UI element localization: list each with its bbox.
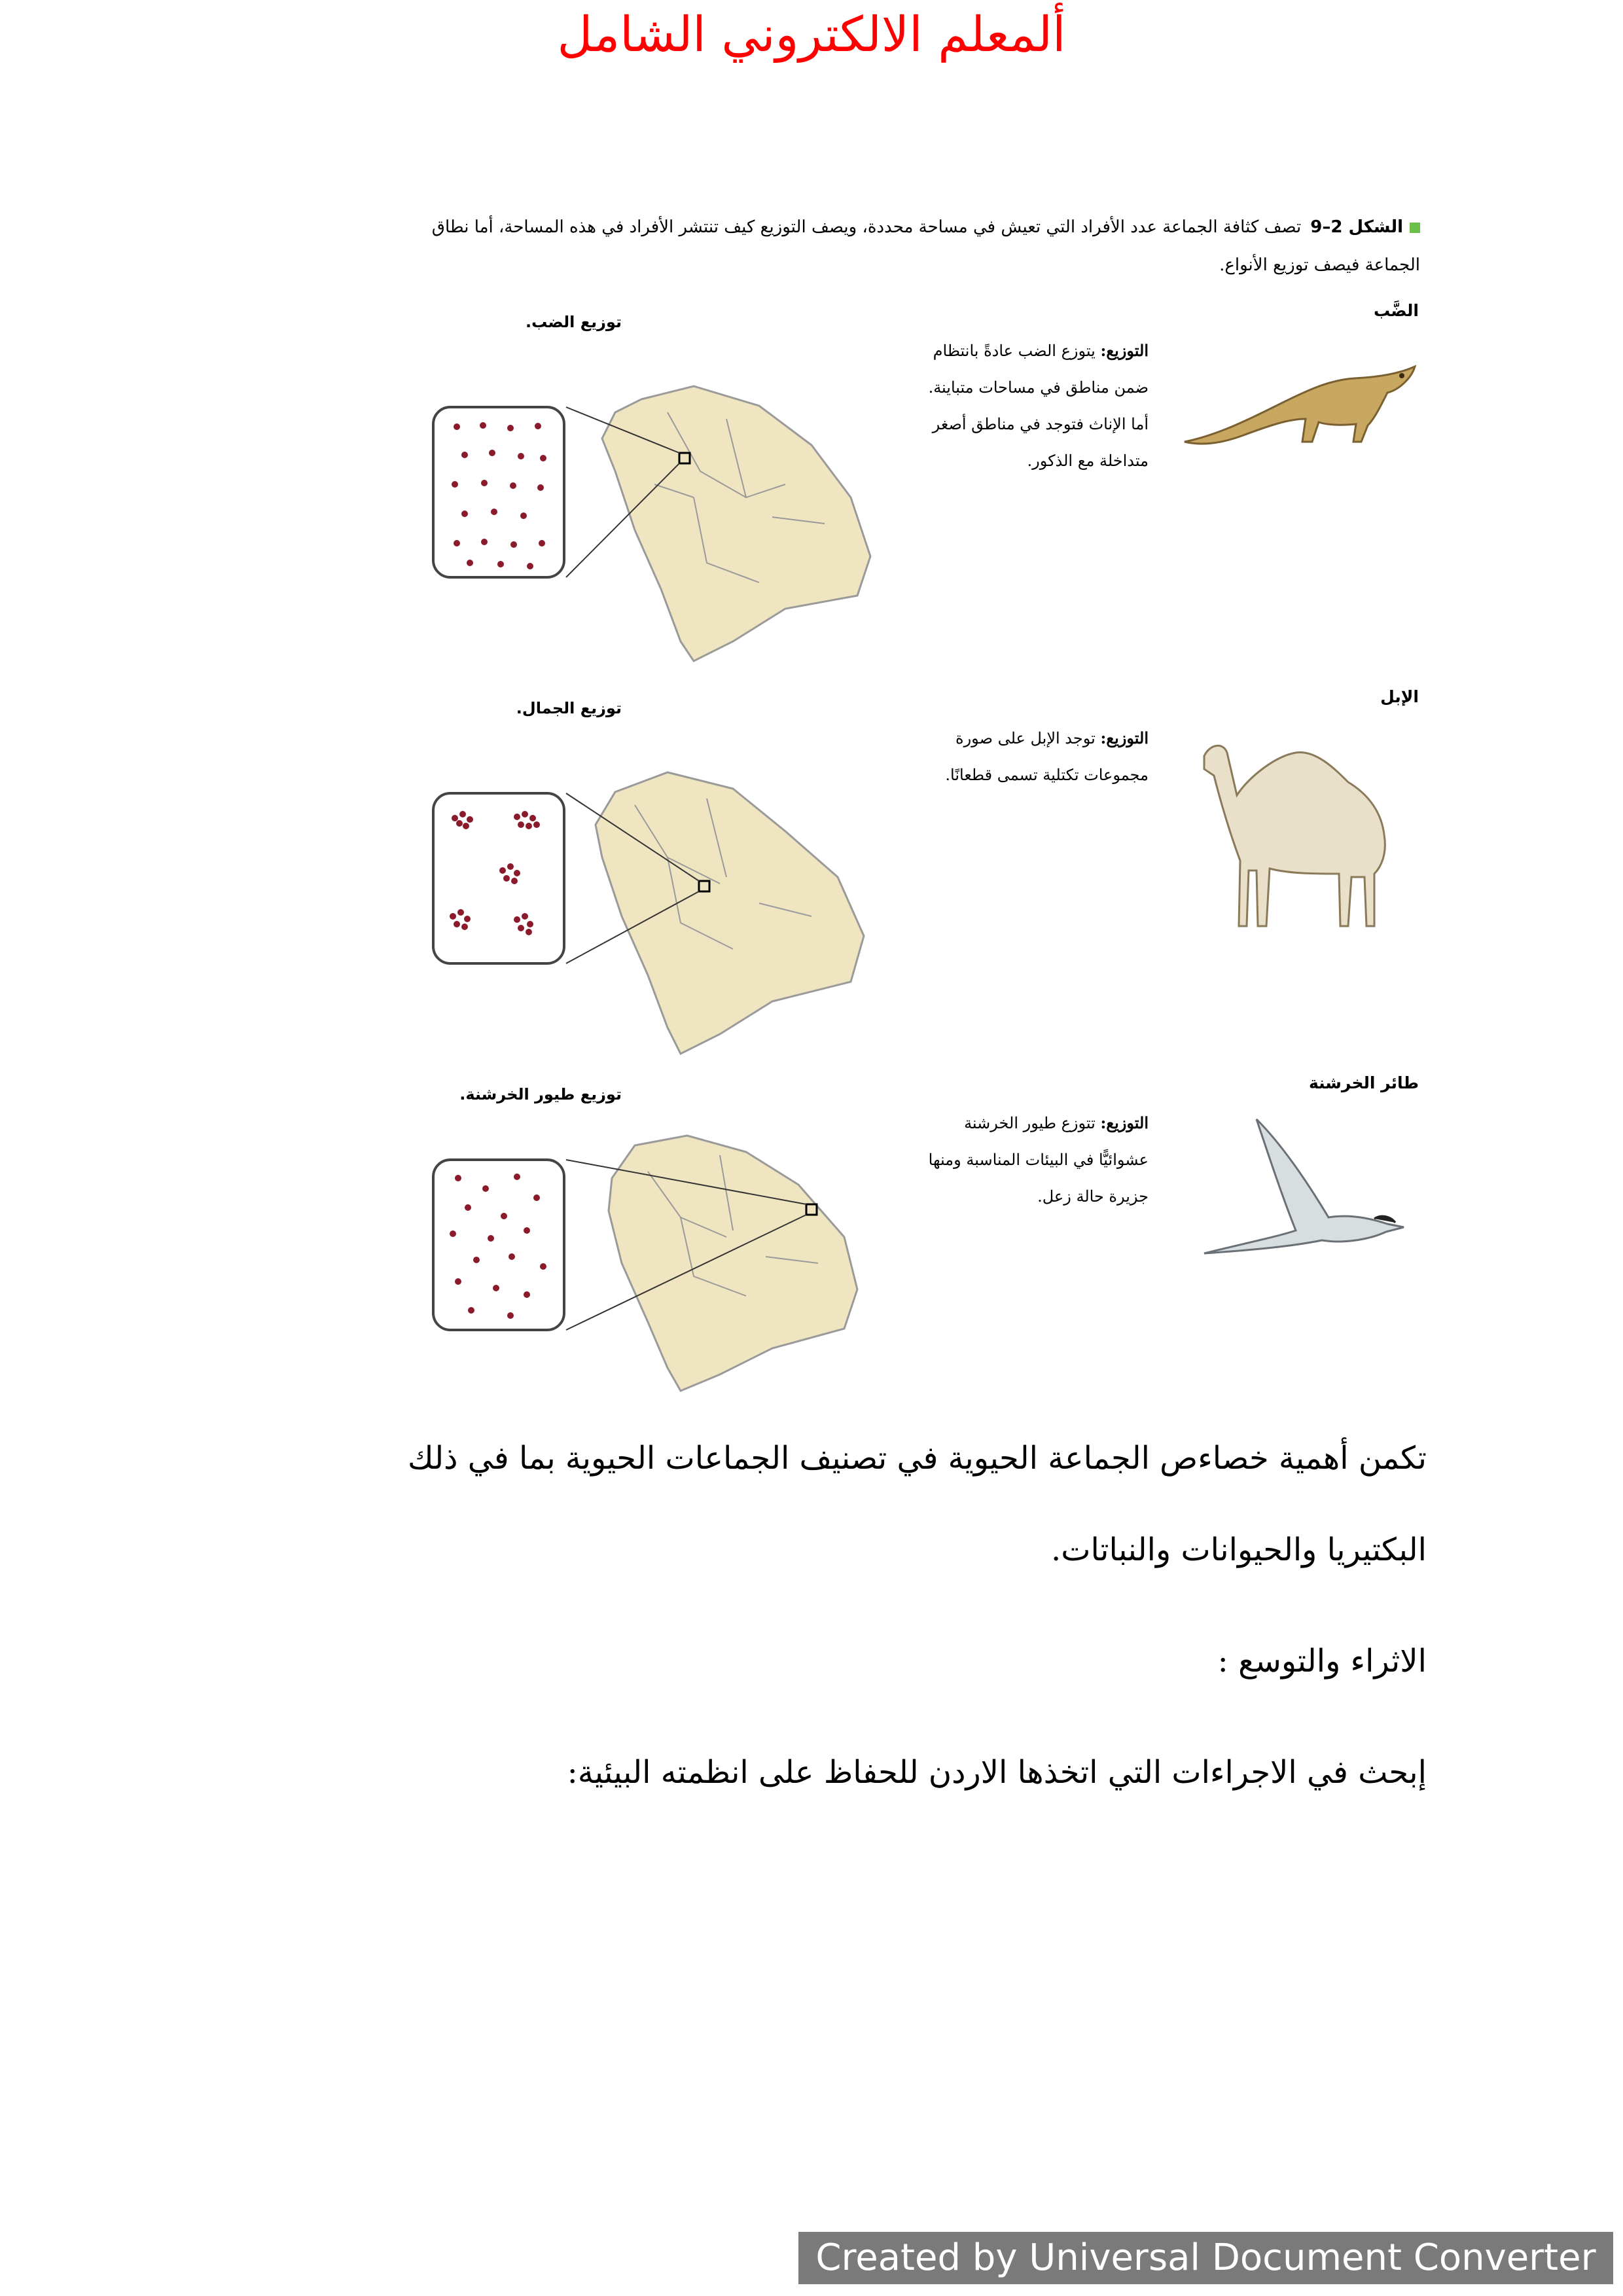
description-camel <box>913 720 1149 793</box>
tern-bird-icon <box>1178 1106 1414 1276</box>
figure-number: الشكل 2–9 <box>1310 217 1403 237</box>
description-line: مجموعات تكتلية تسمى قطعانًا. <box>945 766 1149 784</box>
research-prompt: إبحث في الاجراءات التي اتخذها الاردن للحفاظ على انظمته البيئية: <box>567 1754 1427 1791</box>
species-name-tern: طائر الخرشنة <box>1308 1073 1419 1092</box>
watermark-banner: Created by Universal Document Converter <box>798 2232 1613 2284</box>
bullet-square-icon <box>1410 223 1420 233</box>
lizard-icon <box>1171 327 1420 465</box>
description-label: التوزيع: <box>1100 728 1149 747</box>
description-line: أما الإناث فتوجد في مناطق أصغر <box>932 415 1149 433</box>
description-line: متداخلة مع الذكور. <box>1027 452 1149 470</box>
figure-caption-text: تصف كثافة الجماعة عدد الأفراد التي تعيش في مساحة محددة، ويصف التوزيع كيف تنتشر الأفراد في هذه المساحة، أما نطاق الجماعة فيصف توزيع الأنواع. <box>431 217 1420 275</box>
description-line: توجد الإبل على صورة <box>955 729 1096 747</box>
distribution-map-lizard <box>419 367 877 681</box>
map-title-tern: توزيع طيور الخرشنة. <box>459 1085 622 1103</box>
distribution-map-camel <box>419 753 877 1067</box>
distribution-map-tern <box>419 1126 877 1401</box>
population-sample-inset <box>433 407 564 577</box>
map-title-camel: توزيع الجمال. <box>516 699 622 717</box>
enrichment-heading: الاثراء والتوسع : <box>1217 1643 1427 1679</box>
species-name-lizard: الضَّب <box>1373 301 1419 320</box>
paragraph-line-1: تكمن أهمية خصاءص الجماعة الحيوية في تصنيف الجماعات الحيوية بما في ذلك <box>408 1440 1427 1477</box>
description-line: جزيرة حالة زعل. <box>1037 1187 1149 1206</box>
description-line: ضمن مناطق في مساحات متباينة. <box>928 378 1149 397</box>
species-name-camel: الإبل <box>1380 687 1419 706</box>
description-label: التوزيع: <box>1100 1113 1149 1132</box>
description-label: التوزيع: <box>1100 341 1149 360</box>
camel-icon <box>1185 717 1407 939</box>
description-line: تتوزع طيور الخرشنة <box>964 1114 1096 1132</box>
site-title: ألمعلم الالكتروني الشامل <box>557 7 1066 63</box>
figure-caption <box>399 208 1420 284</box>
description-lizard <box>913 332 1149 479</box>
description-line: يتوزع الضب عادةً بانتظام <box>933 342 1096 360</box>
paragraph-line-2: البكتيريا والحيوانات والنباتات. <box>1051 1532 1427 1568</box>
description-tern <box>913 1105 1149 1215</box>
map-title-lizard: توزيع الضب. <box>525 313 622 331</box>
description-line: عشوائيًّا في البيئات المناسبة ومنها <box>928 1151 1149 1169</box>
figure-population-distribution <box>386 196 1433 1394</box>
